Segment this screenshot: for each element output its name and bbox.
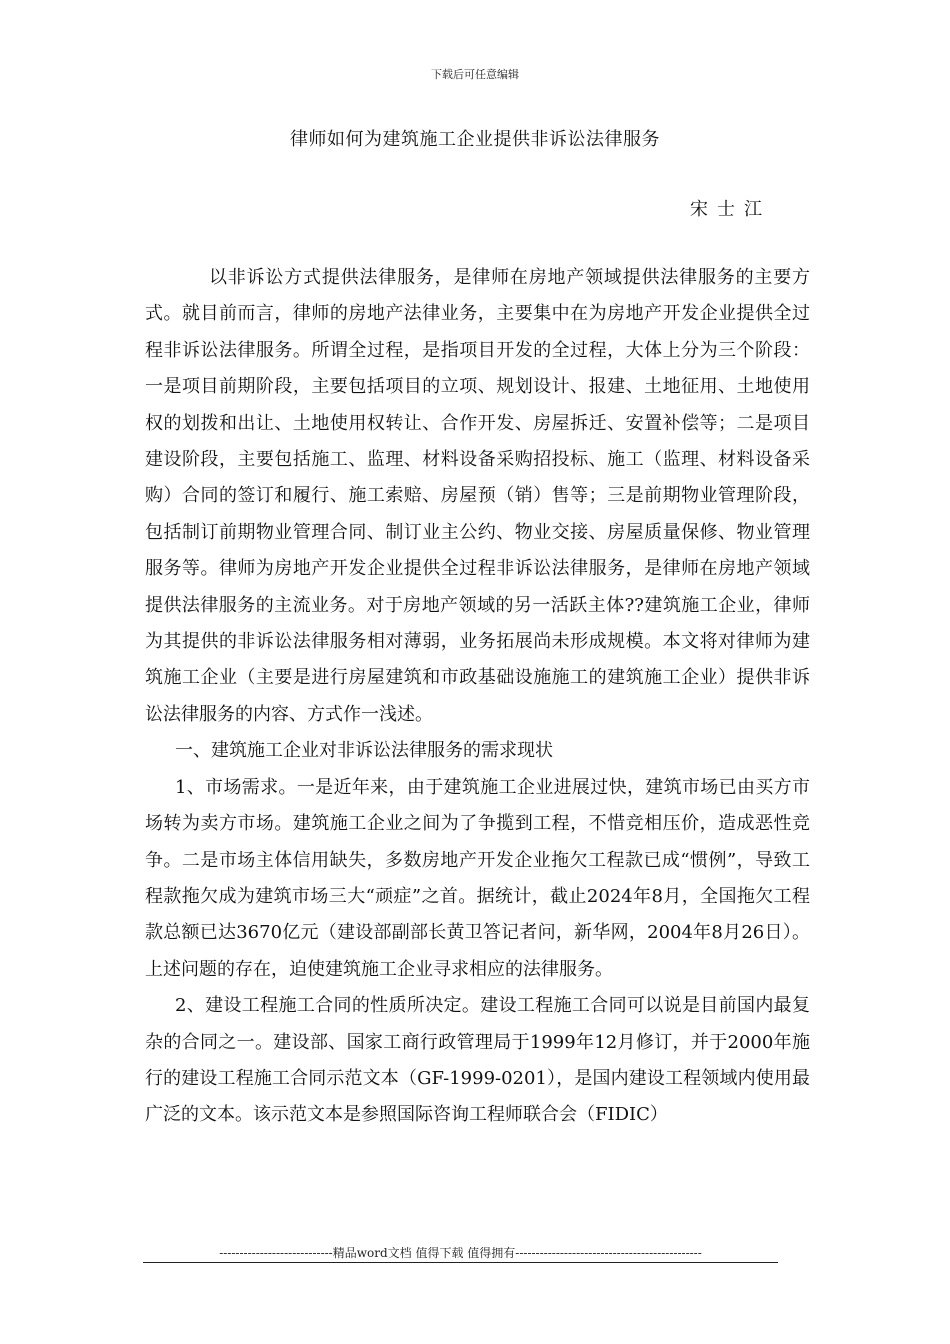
footer-note: ----------------------------精品word文档 值得下载 值得拥有---------------------------------------------- xyxy=(219,1246,702,1260)
paragraph-contract-nature: 2、建设工程施工合同的性质所决定。建设工程施工合同可以说是目前国内最复杂的合同之一。建设部、国家工商行政管理局于1999年12月修订，并于2000年施行的建设工程施工合同示范文本（GF-1999-0201），是国内建设工程领域内使用最广泛的文本。该示范文本是参照国际咨询工程师联合会（FIDIC） xyxy=(145,995,810,1126)
document-title: 律师如何为建筑施工企业提供非诉讼法律服务 xyxy=(290,129,660,150)
section-heading: 一、建筑施工企业对非诉讼法律服务的需求现状 xyxy=(175,740,553,762)
paragraph-market-demand: 1、市场需求。一是近年来，由于建筑施工企业进展过快，建筑市场已由买方市场转为卖方市场。建筑施工企业之间为了争揽到工程，不惜竞相压价，造成恶性竞争。二是市场主体信用缺失，多数房地产开发企业拖欠工程款已成“惯例”，导致工程款拖欠成为建筑市场三大“顽症”之首。据统计，截止2024年8月，全国拖欠工程款总额已达3670亿元（建设部副部长黄卫答记者问，新华网，2004年8月26日）。上述问题的存在，迫使建筑施工企业寻求相应的法律服务。 xyxy=(145,776,810,980)
footer-divider xyxy=(143,1262,778,1263)
header-note: 下载后可任意编辑 xyxy=(431,68,519,81)
document-body xyxy=(145,260,810,1134)
paragraph-intro: 以非诉讼方式提供法律服务，是律师在房地产领域提供法律服务的主要方式。就目前而言，律师的房地产法律业务，主要集中在为房地产开发企业提供全过程非诉讼法律服务。所谓全过程，是指项目开发的全过程，大体上分为三个阶段：一是项目前期阶段，主要包括项目的立项、规划设计、报建、土地征用、土地使用权的划拨和出让、土地使用权转让、合作开发、房屋拆迁、安置补偿等；二是项目建设阶段，主要包括施工、监理、材料设备采购招投标、施工（监理、材料设备采购）合同的签订和履行、施工索赔、房屋预（销）售等；三是前期物业管理阶段，包括制订前期物业管理合同、制订业主公约、物业交接、房屋质量保修、物业管理服务等。律师为房地产开发企业提供全过程非诉讼法律服务，是律师在房地产领域提供法律服务的主流业务。对于房地产领域的另一活跃主体??建筑施工企业，律师为其提供的非诉讼法律服务相对薄弱，业务拓展尚未形成规模。本文将对律师为建筑施工企业（主要是进行房屋建筑和市政基础设施施工的建筑施工企业）提供非诉讼法律服务的内容、方式作一浅述。 xyxy=(145,267,810,725)
document-author: 宋士江 xyxy=(690,199,771,220)
